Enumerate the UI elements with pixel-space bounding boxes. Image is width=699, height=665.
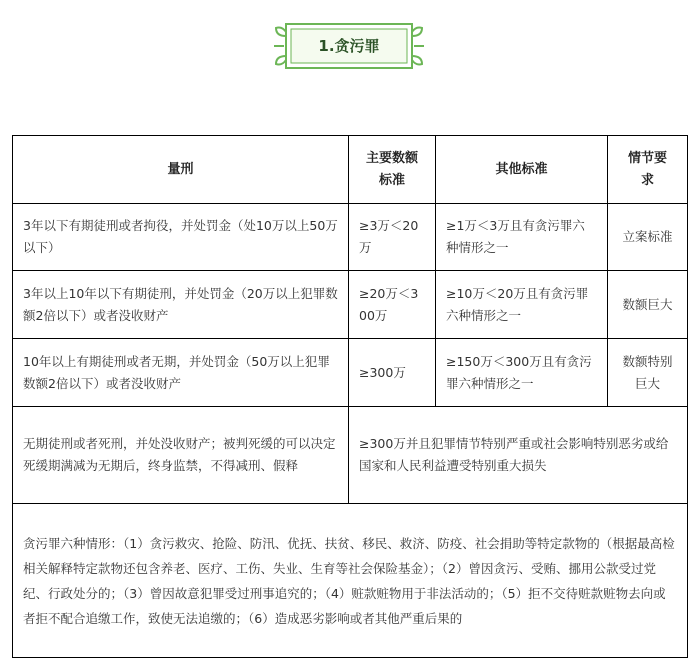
level-cell: 立案标准 [608,204,688,271]
table-row-note [13,504,688,658]
header-amount: 主要数额标准 [349,136,436,204]
sentence-cell: 3年以下有期徒刑或者拘役，并处罚金（处10万以上50万以下） [13,204,349,271]
other-cell: ≥1万＜3万且有贪污罪六种情形之一 [436,204,608,271]
level-cell: 数额巨大 [608,271,688,339]
table-row [13,204,688,271]
table-row [13,271,688,339]
sentence-cell: 3年以上10年以下有期徒刑，并处罚金（20万以上犯罪数额2倍以下）或者没收财产 [13,271,349,339]
header-level: 情节要求 [608,136,688,204]
sentence-cell: 无期徒刑或者死刑，并处没收财产；被判死缓的可以决定死缓期满减为无期后，终身监禁，不得减刑、假释 [13,407,349,504]
sentencing-table [12,135,688,658]
note-cell: 贪污罪六种情形：（1）贪污救灾、抢险、防汛、优抚、扶贫、移民、救济、防疫、社会捐助等特定款物的（根据最高检相关解释特定款物还包含养老、医疗、工伤、失业、生育等社会保险基金）；（2）曾因贪污、受贿、挪用公款受过党纪、行政处分的；（3）曾因故意犯罪受过刑事追究的；（4）赃款赃物用于非法活动的；（5）拒不交待赃款赃物去向或者拒不配合追缴工作，致使无法追缴的；（6）造成恶劣影响或者其他严重后果的 [13,504,688,658]
amount-cell: ≥20万＜300万 [349,271,436,339]
header-sentence: 量刑 [13,136,349,204]
title-badge [270,18,428,74]
amount-cell: ≥3万＜20万 [349,204,436,271]
page-title: 1.贪污罪 [318,37,380,55]
standard-cell: ≥300万并且犯罪情节特别严重或社会影响特别恶劣或给国家和人民利益遭受特别重大损失 [349,407,688,504]
other-cell: ≥150万＜300万且有贪污罪六种情形之一 [436,339,608,407]
level-cell: 数额特别巨大 [608,339,688,407]
table-row-death [13,407,688,504]
table-header-row [13,136,688,204]
other-cell: ≥10万＜20万且有贪污罪六种情形之一 [436,271,608,339]
table-row [13,339,688,407]
header-other: 其他标准 [436,136,608,204]
amount-cell: ≥300万 [349,339,436,407]
sentence-cell: 10年以上有期徒刑或者无期，并处罚金（50万以上犯罪数额2倍以下）或者没收财产 [13,339,349,407]
